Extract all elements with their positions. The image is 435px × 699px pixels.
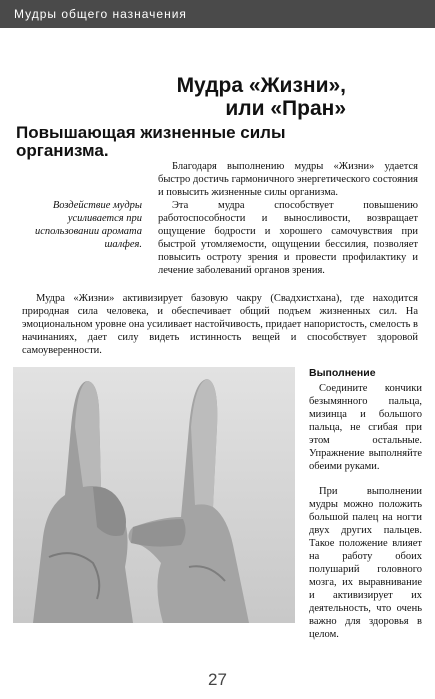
hands-illustration (13, 367, 295, 623)
subtitle-line-2: организма. (16, 141, 109, 160)
title-line-1: Мудра «Жизни», (176, 74, 346, 97)
page-number: 27 (208, 670, 227, 689)
running-title: Мудры общего назначения (14, 7, 187, 21)
chakra-text (22, 292, 418, 357)
chakra-paragraph: Мудра «Жизни» активизирует базовую чакру (Свадхистхана), где находится природная сила человека, и обеспечивает общий подъем жизненных сил. На эмоциональном уровне она усиливает настойчивость, придает напористость, смелость в начинаниях, дает силу видеть истинность вещей и способствует здоровой самоуверенности. (22, 293, 418, 356)
hands-mudra-photo (13, 367, 295, 623)
intro-text (158, 160, 418, 277)
page-title (16, 74, 346, 120)
subtitle-line-1: Повышающая жизненные силы (16, 123, 286, 142)
page-subtitle (16, 124, 316, 160)
intro-paragraph-1: Благодаря выполнению мудры «Жизни» удается быстро достичь гармоничного энергетического состояния и повысить жизненные силы организма. (158, 161, 418, 198)
execution-paragraph-2: При выполнении мудры можно положить большой палец на ногти двух других пальцев. Такое положение влияет на работу обоих полушарий головного мозга, их выравнивание и активизирует их деятельность, что очень важно для здоровья в целом. (309, 486, 422, 640)
intro-paragraph-2: Эта мудра способствует повышению работоспособности и выносливости, возвращает ощущение бодрости и хорошего самочувствия при быстрой утомляемости, ощущении бессилия, позволяет повысить остроту зрения и провести профилактику и лечение заболеваний органов зрения. (158, 200, 418, 276)
title-line-2: или «Пран» (225, 97, 346, 120)
execution-paragraph-1: Соедините кончики безымянного пальца, мизинца и большого пальца, не сгибая при этом остальные. Упражнение выполняйте обеими руками. (309, 383, 422, 472)
aside-note: Воздействие мудры усиливается при использовании аромата шалфея. (34, 200, 142, 250)
execution-heading: Выполнение (309, 367, 376, 379)
execution-section (309, 367, 422, 641)
running-header (0, 0, 435, 28)
